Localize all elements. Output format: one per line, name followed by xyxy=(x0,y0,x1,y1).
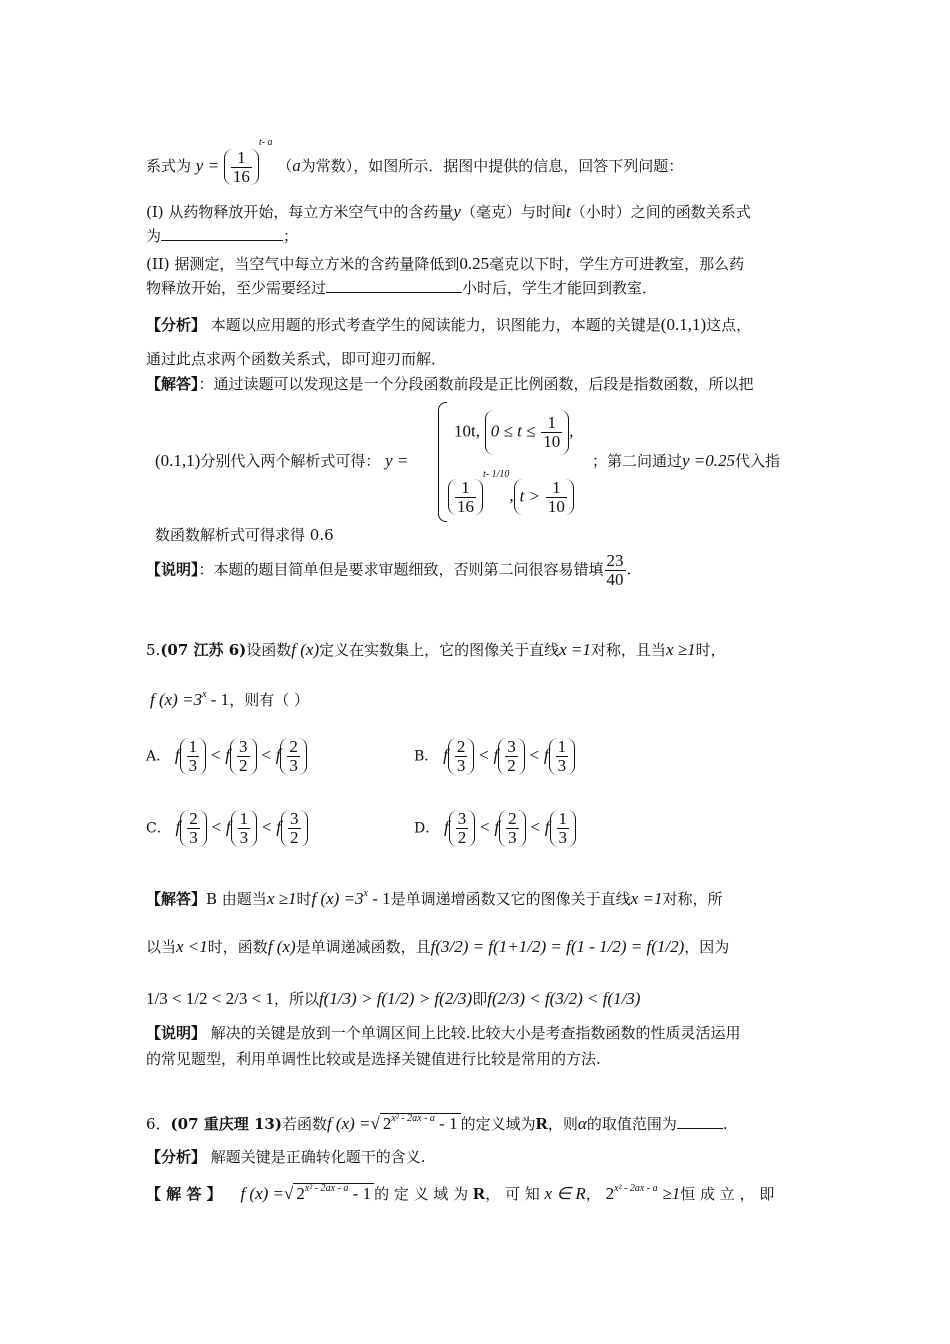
paren xyxy=(180,738,207,775)
answer-mid: 分别代入两个解析式可得： xyxy=(200,452,381,470)
paren xyxy=(180,810,207,847)
frac-den: 3 xyxy=(239,827,249,847)
frac xyxy=(187,810,200,847)
frac-den: 3 xyxy=(188,755,198,775)
frac xyxy=(287,738,300,775)
frac-den: 3 xyxy=(557,755,567,775)
x-lt: x <1 xyxy=(176,937,208,956)
frac-den: 3 xyxy=(189,827,198,847)
point: (0.1,1) xyxy=(660,315,707,334)
answer-label: 【 解 答 】 xyxy=(146,1185,222,1203)
frac-den: 2 xyxy=(457,827,467,847)
case2-cond-paren xyxy=(514,479,574,516)
fx-def: f (x) =3 xyxy=(150,690,203,709)
frac xyxy=(557,810,570,847)
frac-num: 1 xyxy=(231,149,252,168)
frac xyxy=(506,810,519,847)
sqrt-symbol: √ xyxy=(284,1184,294,1203)
a5-l2a: 以当 xyxy=(146,938,177,956)
frac-den: 2 xyxy=(507,755,516,775)
option-b[interactable] xyxy=(414,738,575,775)
frac xyxy=(455,738,468,775)
y-equals: y = xyxy=(195,156,220,175)
frac-num: 1 xyxy=(541,414,562,433)
fx: f (x) xyxy=(267,937,296,956)
frac-1-10-b xyxy=(546,479,567,516)
note-open: （ xyxy=(277,157,293,175)
problem-number: 5. xyxy=(146,641,161,659)
paren xyxy=(549,738,576,775)
exp-x: x xyxy=(363,888,368,899)
note-label: 【说明】 xyxy=(146,560,199,579)
f: f xyxy=(443,745,448,765)
answer-after: ；第二问通过 xyxy=(592,452,683,470)
q1-mid: （毫克）与时间 xyxy=(460,203,566,221)
answer5-line1 xyxy=(146,889,722,907)
analysis-text-end: 这点， xyxy=(706,316,752,334)
answer1-line2 xyxy=(155,452,408,469)
paren xyxy=(550,810,577,847)
fx: f (x) xyxy=(291,640,320,659)
frac-num: 1 xyxy=(546,479,567,498)
case2-paren xyxy=(448,479,483,516)
frac-1-16-b xyxy=(455,479,476,516)
frac-num: 23 xyxy=(606,551,624,570)
lt: < xyxy=(480,817,490,837)
frac-den: 3 xyxy=(558,827,568,847)
x-ge: x ≥1 xyxy=(266,889,297,908)
case1-expr: 10t, xyxy=(454,421,480,441)
paren-frac xyxy=(224,149,259,186)
lt: < xyxy=(261,745,271,765)
p5-text4: 时， xyxy=(695,641,726,659)
minus-one: - 1 xyxy=(367,889,391,908)
frac-num: 2 xyxy=(456,737,466,756)
y-025: y =0.25 xyxy=(682,451,736,470)
frac-num: 1 xyxy=(188,737,198,756)
analysis-label: 【分析】 xyxy=(146,316,207,334)
p6-line xyxy=(146,1113,728,1132)
problem-source: (07 重庆理 13) xyxy=(170,1115,282,1133)
frac-num: 1 xyxy=(558,809,568,828)
frac-num: 3 xyxy=(290,809,299,828)
a5-expr2: f(2/3) < f(3/2) < f(1/3) xyxy=(487,989,641,1008)
p6-text4: 的取值范围为 xyxy=(586,1115,677,1133)
R: R xyxy=(472,1184,486,1203)
y-equals-2: y = xyxy=(385,451,409,470)
option-d-label: D． xyxy=(414,820,440,837)
case1-end: , xyxy=(569,421,574,441)
fx-eq: f (x) = xyxy=(240,1184,285,1203)
f: f xyxy=(543,745,549,765)
option-a-label: A． xyxy=(146,748,171,765)
sqrt-symbol: √ xyxy=(370,1114,380,1133)
analysis6-text: 解题关键是正确转化题干的含义. xyxy=(206,1148,426,1166)
minus-one: - 1 xyxy=(434,1114,458,1133)
frac-den: 16 xyxy=(232,166,250,186)
lt: < xyxy=(530,817,541,837)
a5-expr1: f(1/3) > f(1/2) > f(2/3) xyxy=(318,989,473,1008)
exponent: t- a xyxy=(258,137,273,148)
case2-sep: , xyxy=(509,486,514,505)
answer-after-end: 代入指 xyxy=(735,452,781,470)
q2-value: 0.25 xyxy=(459,254,490,273)
note5-line1 xyxy=(146,1026,741,1041)
fx-def: f (x) =3 xyxy=(311,889,364,908)
lt: < xyxy=(211,817,222,837)
answer5-text3: 是单调递增函数又它的图像关于直线 xyxy=(390,890,631,908)
frac-den: 2 xyxy=(239,755,248,775)
frac-den: 3 xyxy=(456,755,466,775)
answer5-text2: 时 xyxy=(296,890,312,908)
f: f xyxy=(275,745,281,765)
a5-l2-end: ，因为 xyxy=(684,938,730,956)
f: f xyxy=(225,745,231,765)
pow-exp: x² - 2ax - a xyxy=(614,1183,658,1194)
analysis6 xyxy=(146,1150,426,1165)
piecewise-brace xyxy=(438,402,447,522)
a-var: a xyxy=(292,156,301,175)
relation-prefix: 系式为 xyxy=(146,157,192,175)
paren xyxy=(280,738,307,775)
q2-prefix: (II) 据测定，当空气中每立方米的含药量降低到 xyxy=(146,255,460,273)
exp: x² - 2ax - a xyxy=(391,1113,435,1124)
alpha: α xyxy=(577,1114,587,1133)
note: 为常数） xyxy=(300,157,354,175)
lt: < xyxy=(529,745,540,765)
f: f xyxy=(494,817,500,837)
case1-paren xyxy=(485,410,569,455)
answer-blank-3[interactable] xyxy=(677,1128,723,1129)
lt: < xyxy=(261,817,272,837)
frac-num: 3 xyxy=(507,737,516,756)
q2-line1 xyxy=(146,255,744,272)
f: f xyxy=(544,817,550,837)
answer6-text3: 恒 成 立 ， 即 xyxy=(680,1185,775,1203)
p6-text: 若函数 xyxy=(281,1115,327,1133)
frac xyxy=(238,810,251,847)
q1-line2-end: ； xyxy=(283,227,299,245)
analysis-text: 本题以应用题的形式考查学生的阅读能力，识图能力，本题的关键是 xyxy=(206,316,661,334)
p5-text3: 对称，且当 xyxy=(590,641,666,659)
frac xyxy=(237,738,250,775)
frac xyxy=(556,738,569,775)
frac-num: 1 xyxy=(557,737,567,756)
p5-line2-end: ，则有（ ） xyxy=(229,691,309,709)
pow-base: 2 xyxy=(605,1184,615,1203)
f: f xyxy=(174,745,180,765)
R: R xyxy=(535,1114,548,1133)
p5-line2 xyxy=(150,690,309,708)
frac-1-10 xyxy=(541,414,562,451)
p5-text2: 定义在实数集上，它的图像关于直线 xyxy=(319,641,560,659)
problem-source: (07 江苏 6) xyxy=(160,641,247,659)
ge-one: ≥1 xyxy=(662,1184,681,1203)
case1 xyxy=(454,410,573,455)
frac-den: 2 xyxy=(290,827,299,847)
answer5-line2 xyxy=(146,938,729,955)
answer5-text4: 对称，所 xyxy=(662,890,723,908)
exp-x: x xyxy=(202,689,207,700)
answer6-text2: ， 可 知 xyxy=(485,1185,540,1203)
problem-number: 6． xyxy=(146,1115,171,1133)
answer1-line1 xyxy=(146,377,754,392)
radicand: 2 xyxy=(382,1114,392,1133)
p5-line1 xyxy=(146,641,726,658)
frac-num: 3 xyxy=(239,737,248,756)
paren xyxy=(448,738,475,775)
answer6 xyxy=(146,1183,774,1202)
q2-line2-prefix: 物释放开始，至少需要经过 xyxy=(146,279,327,297)
option-c[interactable] xyxy=(146,810,308,847)
answer5-line3 xyxy=(146,990,640,1007)
answer1-line3 xyxy=(155,528,334,543)
a5-ji: 即 xyxy=(472,990,488,1008)
q1-line2 xyxy=(146,229,298,244)
frac xyxy=(187,738,200,775)
frac-den: 10 xyxy=(543,431,561,451)
note5-line2: 的常见题型，利用单调性比较或是选择关键值进行比较是常用的方法. xyxy=(146,1050,601,1068)
frac-num: 2 xyxy=(189,809,198,828)
analysis-line2: 通过此点求两个函数关系式，即可迎刃而解． xyxy=(146,350,447,368)
case2-exp: t- 1/10 xyxy=(483,469,510,480)
a5-ineq: 1/3 < 1/2 < 2/3 < 1 xyxy=(146,989,274,1008)
radicand: 2 xyxy=(296,1184,305,1203)
q1-line1 xyxy=(146,203,751,220)
relation-suffix: ，如图所示．据图中提供的信息，回答下列问题： xyxy=(353,157,684,175)
frac-23-40 xyxy=(605,552,626,589)
a5-l2c: 是单调递减函数，且 xyxy=(295,938,431,956)
frac-den: 3 xyxy=(508,827,517,847)
frac xyxy=(505,738,518,775)
f: f xyxy=(225,817,231,837)
answer1-after xyxy=(592,452,780,469)
point-2: (0.1,1) xyxy=(155,451,201,470)
x-eq: x =1 xyxy=(559,640,591,659)
exp: x² - 2ax - a xyxy=(304,1183,349,1194)
frac-den: 16 xyxy=(457,496,474,516)
q2-line2-end: 小时后，学生才能回到教室． xyxy=(462,279,658,297)
analysis1-line2 xyxy=(146,352,446,367)
note5-line2 xyxy=(146,1052,601,1067)
option-b-label: B． xyxy=(414,748,439,765)
analysis1-line1 xyxy=(146,316,751,333)
q1-prefix: 为 xyxy=(146,227,162,245)
paren xyxy=(281,810,308,847)
frac-num: 3 xyxy=(457,809,467,828)
answer-label: 【解答】 xyxy=(146,890,207,908)
case2-cond: t > xyxy=(519,486,541,505)
a5-l2b: 时，函数 xyxy=(207,938,268,956)
f: f xyxy=(444,817,449,837)
option-d[interactable] xyxy=(414,810,576,847)
answer-line3: 数函数解析式可得求得 0.6 xyxy=(155,526,334,544)
p6-text2: 的定义域为 xyxy=(460,1115,536,1133)
paren xyxy=(231,810,258,847)
sqrt-body xyxy=(293,1183,374,1202)
option-c-label: C． xyxy=(146,820,171,837)
x-in-R: x ∈ R xyxy=(544,1184,586,1203)
note-text: ：本题的题目简单但是要求审题细致，否则第二问很容易错填 xyxy=(198,560,604,579)
x-eq: x =1 xyxy=(630,889,663,908)
f: f xyxy=(493,745,499,765)
frac-den: 40 xyxy=(606,569,624,589)
paren xyxy=(230,738,257,775)
answer-label: 【解答】 xyxy=(146,375,199,393)
sqrt-body xyxy=(380,1113,461,1132)
q2-middle: 毫克以下时，学生方可进教室，那么药 xyxy=(489,255,745,273)
f: f xyxy=(175,817,181,837)
frac-num: 1 xyxy=(455,479,476,498)
note1 xyxy=(146,552,631,589)
frac xyxy=(288,810,301,847)
frac-num: 2 xyxy=(508,809,517,828)
option-a[interactable] xyxy=(146,738,307,775)
relation-line xyxy=(146,138,683,185)
f: f xyxy=(276,817,282,837)
sep: ， xyxy=(585,1185,601,1203)
frac-num: 1 xyxy=(239,809,249,828)
q2-line2 xyxy=(146,281,657,296)
answer-blank-1[interactable] xyxy=(161,240,283,241)
note5-text: 解决的关键是放到一个单调区间上比较.比较大小是考查指数函数的性质灵活运用 xyxy=(206,1024,741,1042)
frac-den: 10 xyxy=(547,496,565,516)
p5-text: 设函数 xyxy=(246,641,292,659)
case2 xyxy=(448,470,574,515)
note-end: . xyxy=(626,560,632,579)
t-var: t xyxy=(565,202,571,221)
paren xyxy=(499,810,526,847)
minus-one: - 1 xyxy=(206,690,230,709)
fx-eq: f (x) = xyxy=(326,1114,371,1133)
lt: < xyxy=(479,745,489,765)
q1-text: (I) 从药物释放开始，每立方米空气中的含药量 xyxy=(146,203,454,221)
paren xyxy=(498,738,525,775)
paren xyxy=(449,810,476,847)
x-ge: x ≥1 xyxy=(665,640,696,659)
minus-one: - 1 xyxy=(348,1184,372,1203)
p6-end: . xyxy=(722,1115,728,1133)
a5-expr: f(3/2) = f(1+1/2) = f(1 - 1/2) = f(1/2) xyxy=(430,937,685,956)
note-label: 【说明】 xyxy=(146,1024,207,1042)
frac-1-16 xyxy=(231,149,252,186)
p6-text3: ，则 xyxy=(547,1115,578,1133)
frac xyxy=(456,810,469,847)
answer-blank-2[interactable] xyxy=(326,292,462,293)
y-var: y xyxy=(453,202,461,221)
a5-mid: ，所以 xyxy=(273,990,319,1008)
frac-num: 2 xyxy=(289,737,298,756)
answer5-text: B 由题当 xyxy=(206,890,267,908)
frac-den: 3 xyxy=(289,755,298,775)
analysis-label: 【分析】 xyxy=(146,1148,207,1166)
answer-text: ：通过读题可以发现这是一个分段函数前段是正比例函数，后段是指数函数，所以把 xyxy=(198,375,754,393)
q1-end: （小时）之间的函数关系式 xyxy=(570,203,751,221)
lt: < xyxy=(210,745,221,765)
case1-cond: 0 ≤ t ≤ xyxy=(490,421,536,441)
answer6-text: 的 定 义 域 为 xyxy=(374,1185,469,1203)
